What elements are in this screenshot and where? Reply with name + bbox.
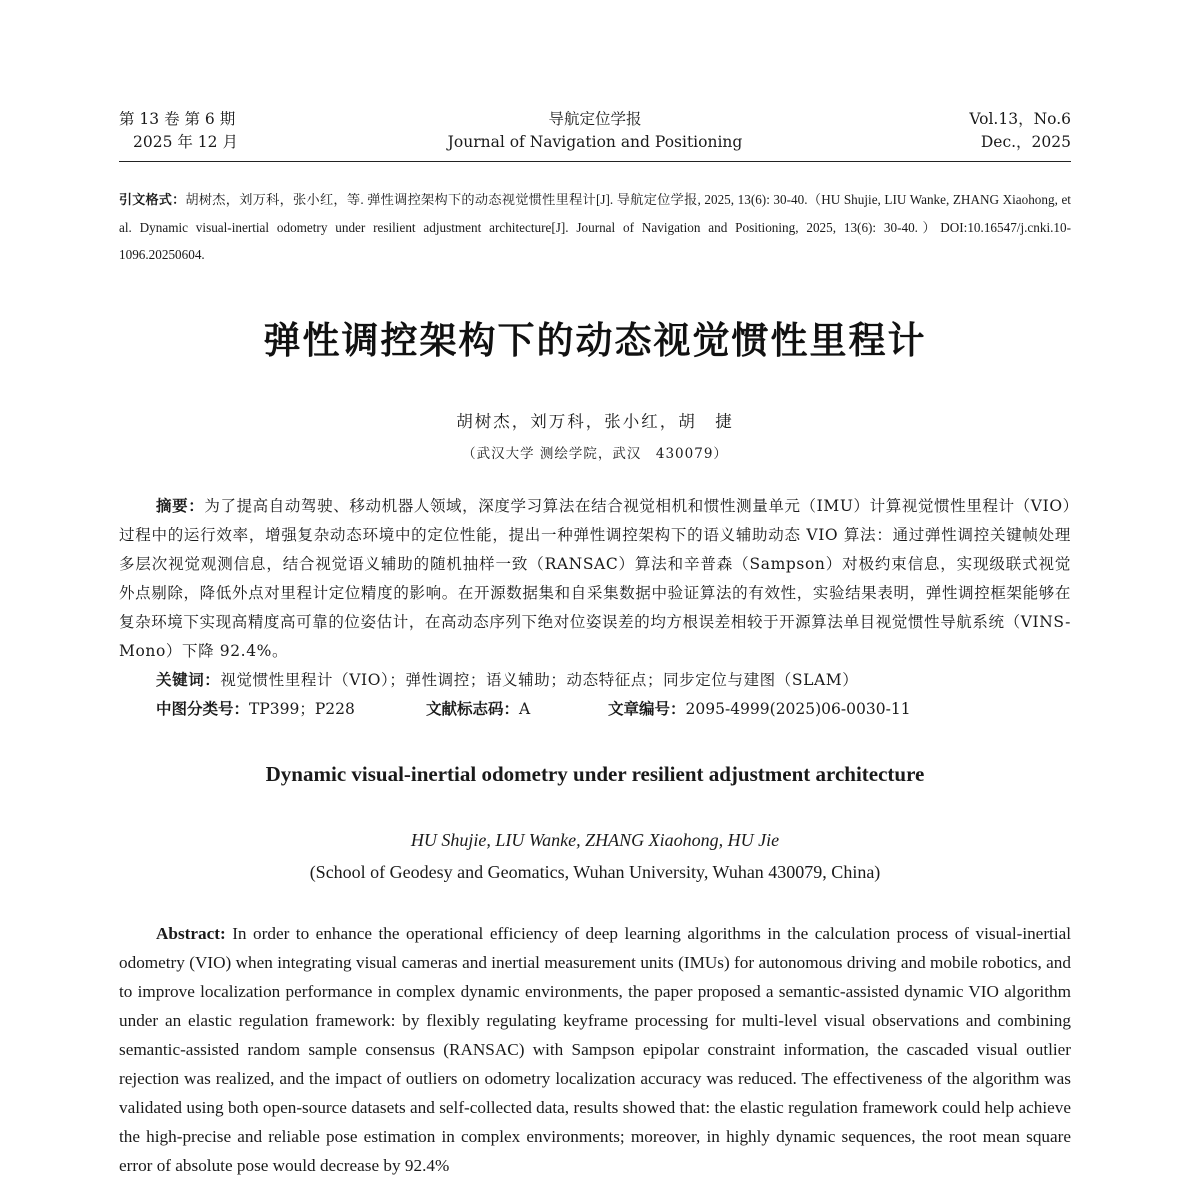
affiliation-cn: （武汉大学 测绘学院，武汉 430079） bbox=[462, 446, 728, 462]
abstract-cn bbox=[119, 492, 1071, 666]
issue-date-en: Dec.，2025 bbox=[980, 133, 1071, 151]
issue-info-en bbox=[969, 108, 1071, 154]
abstract-en-text: In order to enhance the operational efficiency of deep learning algorithms in the calculation process of visual-inertial odometry (VIO) when integrating visual cameras and inertial measurement units (IMUs) for autonomous driving and mobile robotics, and to improve localization performance in complex dynamic environments, the paper proposed a semantic-assisted dynamic VIO algorithm under an elastic regulation framework: by flexibly regulating keyframe processing for multi-level visual observations and combining semantic-assisted random sample consensus (RANSAC) with Sampson epipolar constraint information, the cascaded visual outlier rejection was realized, and the impact of outliers on odometry localization accuracy was reduced. The effectiveness of the algorithm was validated using both open-source datasets and self-collected data, results showed that: the elastic regulation framework could help achieve the high-precise and reliable pose estimation in complex environments; moreover, in highly dynamic sequences, the root mean square error of absolute pose would decrease by 92.4% bbox=[119, 924, 1071, 1175]
clc-number bbox=[156, 695, 426, 724]
journal-name-en: Journal of Navigation and Positioning bbox=[447, 133, 743, 151]
keywords-label: 关键词： bbox=[156, 671, 221, 689]
issue-date: 2025 年 12 月 bbox=[133, 133, 238, 151]
paper-title-cn: 弹性调控架构下的动态视觉惯性里程计 bbox=[263, 319, 927, 362]
clc-value: TP399；P228 bbox=[249, 700, 355, 718]
authors-cn: 胡树杰，刘万科，张小红，胡 捷 bbox=[456, 412, 734, 431]
keywords-text: 视觉惯性里程计（VIO）；弹性调控；语义辅助；动态特征点；同步定位与建图（SLAM） bbox=[220, 671, 859, 689]
clc-label: 中图分类号： bbox=[156, 700, 250, 718]
article-number bbox=[608, 695, 911, 724]
citation-text: 胡树杰，刘万科，张小红，等. 弹性调控架构下的动态视觉惯性里程计[J]. 导航定位学报, 2025, 13(6): 30-40.（HU Shujie, LIU Wanke, ZHANG Xiaohong, et al. Dynamic visual-inertial odometry under resilient adjustment architecture[J]. Journal of Navigation and Positioning, 2025, 13(6): 30-40.）DOI:10.16547/j.cnki.10-1096.20250604. bbox=[119, 192, 1071, 262]
doc-code bbox=[426, 695, 608, 724]
paper-title-en: Dynamic visual-inertial odometry under resilient adjustment architecture bbox=[265, 762, 925, 786]
journal-name bbox=[119, 108, 1071, 154]
journal-name-cn: 导航定位学报 bbox=[548, 110, 642, 128]
paper-page bbox=[119, 0, 1071, 1191]
abstract-cn-label: 摘要： bbox=[156, 497, 205, 515]
article-number-label: 文章编号： bbox=[608, 700, 686, 718]
citation-label: 引文格式： bbox=[119, 193, 186, 208]
journal-header bbox=[119, 108, 1071, 162]
header-divider bbox=[119, 161, 1071, 162]
volume-issue-en: Vol.13，No.6 bbox=[969, 110, 1071, 128]
volume-issue: 第 13 卷 第 6 期 bbox=[119, 110, 236, 128]
abstract-en-label: Abstract: bbox=[156, 924, 226, 943]
classification-line bbox=[156, 695, 1071, 724]
keywords-cn bbox=[156, 666, 1071, 695]
abstract-en bbox=[119, 919, 1071, 1180]
doc-code-value: A bbox=[519, 700, 531, 718]
doc-code-label: 文献标志码： bbox=[426, 700, 520, 718]
article-number-value: 2095-4999(2025)06-0030-11 bbox=[685, 700, 911, 718]
authors-en: HU Shujie, LIU Wanke, ZHANG Xiaohong, HU Jie bbox=[410, 830, 780, 850]
citation-block bbox=[119, 186, 1071, 268]
affiliation-en: (School of Geodesy and Geomatics, Wuhan University, Wuhan 430079, China) bbox=[309, 862, 881, 882]
abstract-cn-text: 为了提高自动驾驶、移动机器人领域，深度学习算法在结合视觉相机和惯性测量单元（IMU）计算视觉惯性里程计（VIO）过程中的运行效率，增强复杂动态环境中的定位性能，提出一种弹性调控架构下的语义辅助动态 VIO 算法：通过弹性调控关键帧处理多层次视觉观测信息，结合视觉语义辅助的随机抽样一致（RANSAC）算法和辛普森（Sampson）对极约束信息，实现级联式视觉外点剔除，降低外点对里程计定位精度的影响。在开源数据集和自采集数据中验证算法的有效性，实验结果表明，弹性调控框架能够在复杂环境下实现高精度高可靠的位姿估计，在高动态序列下绝对位姿误差的均方根误差相较于开源算法单目视觉惯性导航系统（VINS-Mono）下降 92.4%。 bbox=[119, 497, 1071, 660]
